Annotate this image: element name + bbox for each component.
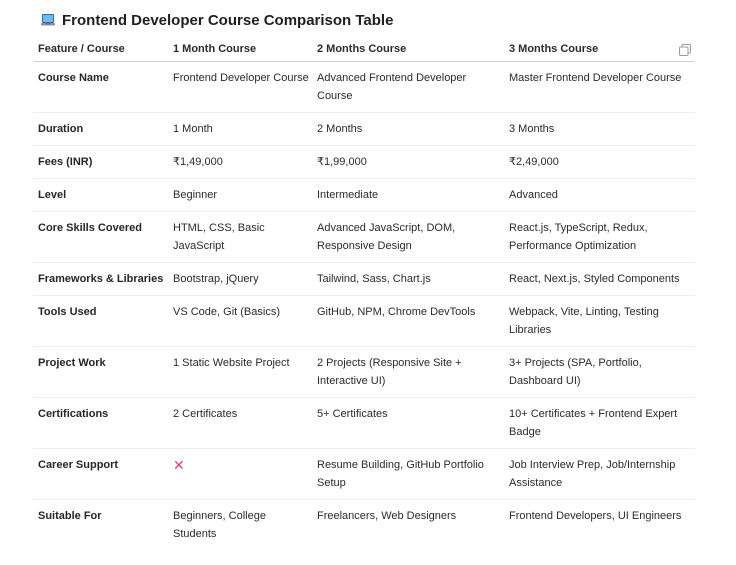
- table-cell: ₹1,49,000: [168, 146, 312, 179]
- table-cell: Advanced Frontend Developer Course: [312, 62, 504, 113]
- table-cell: 2 Months: [312, 113, 504, 146]
- header-1-month: 1 Month Course: [168, 38, 312, 62]
- cross-mark-icon: ✕: [173, 457, 185, 473]
- table-cell: VS Code, Git (Basics): [168, 296, 312, 347]
- page-title: [40, 10, 393, 30]
- table-cell: 3 Months: [504, 113, 695, 146]
- table-cell: React.js, TypeScript, Redux, Performance Optimization: [504, 212, 695, 263]
- table-cell: Beginners, College Students: [173, 510, 266, 540]
- table-cell: 2 Projects (Responsive Site + Interactive UI): [312, 347, 504, 398]
- table-cell: Master Frontend Developer Course: [504, 62, 695, 113]
- table-row: [33, 146, 695, 179]
- table-cell: 1 Static Website Project: [168, 347, 312, 398]
- table-cell: Tailwind, Sass, Chart.js: [312, 263, 504, 296]
- table-cell: 1 Month: [168, 113, 312, 146]
- table-row: [33, 449, 695, 500]
- table-cell: Intermediate: [312, 179, 504, 212]
- feature-cell: Level: [33, 179, 168, 212]
- feature-cell: Career Support: [33, 449, 168, 500]
- table-row: [33, 398, 695, 449]
- table-header-row: [33, 38, 695, 62]
- table-cell: [168, 449, 312, 500]
- header-feature: Feature / Course: [33, 38, 168, 62]
- table-row: [33, 263, 695, 296]
- table-row: [33, 62, 695, 113]
- feature-cell: Frameworks & Libraries: [33, 263, 168, 296]
- feature-cell: Course Name: [33, 62, 168, 113]
- laptop-icon: [40, 12, 56, 28]
- table-cell: Beginner: [168, 179, 312, 212]
- table-cell: Frontend Developer Course: [168, 62, 312, 113]
- table-cell: Freelancers, Web Designers: [317, 510, 457, 522]
- table-row: [33, 347, 695, 398]
- page-title-text: Frontend Developer Course Comparison Table: [62, 11, 394, 29]
- table-cell: Webpack, Vite, Linting, Testing Libraries: [504, 296, 695, 347]
- feature-cell: Core Skills Covered: [33, 212, 168, 263]
- table-row: [33, 296, 695, 347]
- table-cell: 2 Certificates: [168, 398, 312, 449]
- table-cell: Advanced: [504, 179, 695, 212]
- table-cell: Job Interview Prep, Job/Internship Assistance: [504, 449, 695, 500]
- feature-cell: Project Work: [33, 347, 168, 398]
- feature-cell: Certifications: [33, 398, 168, 449]
- table-cell: Advanced JavaScript, DOM, Responsive Design: [312, 212, 504, 263]
- table-cell: 3+ Projects (SPA, Portfolio, Dashboard UI): [504, 347, 695, 398]
- table-cell: ₹1,99,000: [312, 146, 504, 179]
- table-cell: Resume Building, GitHub Portfolio Setup: [312, 449, 504, 500]
- table-cell: Frontend Developers, UI Engineers: [509, 510, 682, 522]
- table-cell: Bootstrap, jQuery: [168, 263, 312, 296]
- table-cell: GitHub, NPM, Chrome DevTools: [312, 296, 504, 347]
- table-cell: React, Next.js, Styled Components: [504, 263, 695, 296]
- table-cell: 10+ Certificates + Frontend Expert Badge: [504, 398, 695, 449]
- table-row: [33, 179, 695, 212]
- feature-cell: Fees (INR): [33, 146, 168, 179]
- table-cell: ₹2,49,000: [504, 146, 695, 179]
- feature-cell: Duration: [33, 113, 168, 146]
- table-row: [33, 500, 695, 551]
- table-row: [33, 212, 695, 263]
- table-row: [33, 113, 695, 146]
- table-cell: HTML, CSS, Basic JavaScript: [168, 212, 312, 263]
- feature-cell: Suitable For: [38, 510, 102, 522]
- comparison-table: [33, 38, 695, 550]
- header-3-months: 3 Months Course: [504, 38, 695, 62]
- header-2-months: 2 Months Course: [312, 38, 504, 62]
- table-cell: 5+ Certificates: [312, 398, 504, 449]
- feature-cell: Tools Used: [33, 296, 168, 347]
